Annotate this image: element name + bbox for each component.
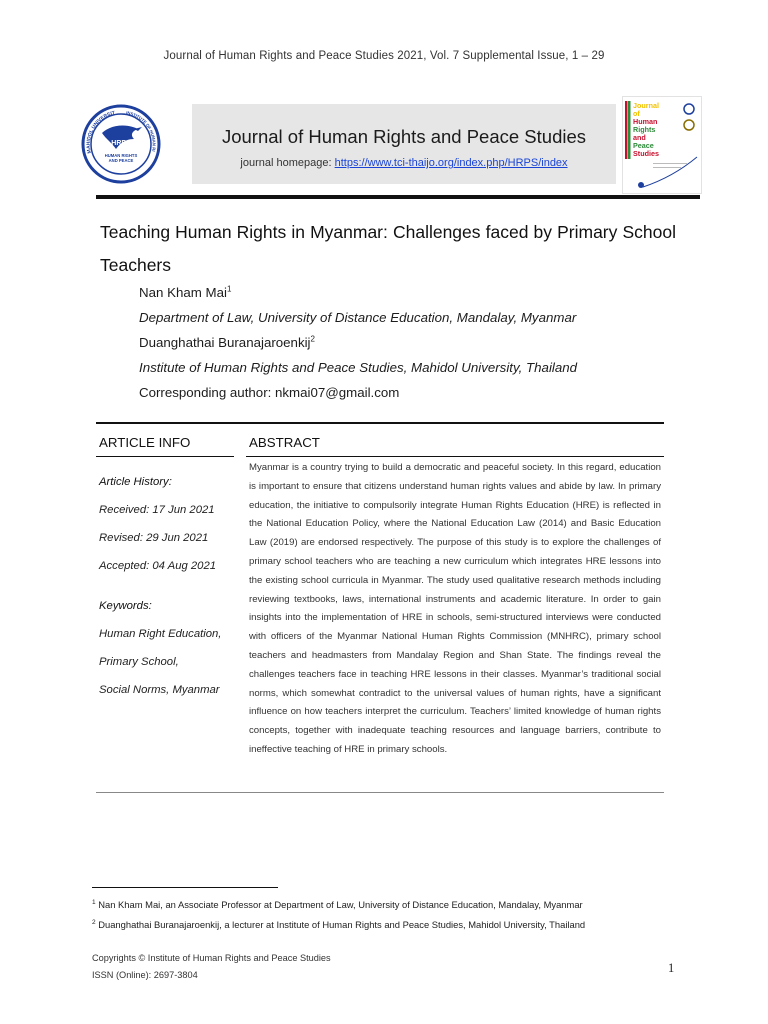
footnote-1-text: Nan Kham Mai, an Associate Professor at Department of Law, University of Distance Education, Mandalay, Myanmar	[98, 899, 583, 910]
article-info-column	[99, 474, 239, 710]
logo-hrps-text: HRPS	[111, 140, 131, 147]
affiliation-1: Department of Law, University of Distance Education, Mandalay, Myanmar	[139, 310, 577, 325]
corresponding-author: Corresponding author: nkmai07@gmail.com	[139, 385, 400, 400]
cover-title-line-2: of	[633, 109, 640, 118]
received-date: Received: 17 Jun 2021	[99, 504, 215, 516]
journal-homepage-line	[192, 157, 616, 169]
keyword-2: Primary School,	[99, 656, 179, 668]
revised-date: Revised: 29 Jun 2021	[99, 532, 209, 544]
journal-header-band	[192, 104, 616, 184]
author-1-name: Nan Kham Mai	[139, 285, 227, 300]
logo-ring-text-right: INSTITUTE OF HUMAN RI	[125, 110, 157, 153]
footnote-2-mark: 2	[92, 918, 96, 926]
cover-title-line-5: and	[633, 133, 646, 142]
footnote-2-text: Duanghathai Buranajaroenkij, a lecturer at Institute of Human Rights and Peace Studies, Mahidol University, Thailand	[98, 919, 586, 930]
cover-title-line-4: Rights	[633, 125, 656, 134]
header-rule	[96, 195, 700, 199]
homepage-label: journal homepage:	[240, 157, 332, 169]
author-1-footnote-mark: 1	[226, 284, 232, 294]
article-history-label: Article History:	[99, 476, 172, 488]
footnote-2	[92, 919, 692, 930]
keywords-label: Keywords:	[99, 600, 152, 612]
abstract-heading-rule	[246, 456, 664, 457]
page-number: 1	[668, 961, 675, 975]
author-1	[139, 285, 231, 300]
paper-title: Teaching Human Rights in Myanmar: Challenges faced by Primary School Teachers	[100, 222, 676, 275]
keyword-3: Social Norms, Myanmar	[99, 684, 220, 696]
author-2-name: Duanghathai Buranajaroenkij	[139, 335, 311, 350]
article-info-heading: ARTICLE INFO	[99, 435, 191, 450]
cover-title-line-6: Peace	[633, 141, 654, 150]
cover-title-line-1: Journal	[633, 101, 659, 110]
footnote-1	[92, 899, 692, 910]
footnote-rule	[92, 887, 278, 888]
logo-ring-text-left: MAHIDOL UNIVERSIT	[85, 110, 116, 154]
article-info-bottom-rule	[96, 792, 664, 793]
issn: ISSN (Online): 2697-3804	[92, 970, 198, 980]
cover-title-line-7: Studies	[633, 149, 659, 158]
author-2	[139, 335, 315, 350]
affiliation-2: Institute of Human Rights and Peace Studies, Mahidol University, Thailand	[139, 360, 578, 375]
running-head: Journal of Human Rights and Peace Studies 2021, Vol. 7 Supplemental Issue, 1 – 29	[163, 50, 605, 62]
journal-cover-icon	[622, 96, 702, 194]
author-2-footnote-mark: 2	[310, 334, 315, 344]
cover-title-line-3: Human	[633, 117, 658, 126]
abstract-body: Myanmar is a country trying to build a democratic and peaceful society. In this regard, education is important to ensure that citizens understand human rights values and abide by law. In primary education, the initiative to compulsorily integrate Human Rights Education (HRE) is reflected in the National Education Policy, where the National Education Law (2014) and Basic Education Law (2019) are endorsed respectively. The purpose of this study is to explore the challenges of primary school teachers who are teaching a new curriculum which integrates HRE lessons into the existing school curricula in Myanmar. The study used qualitative research methods including reviewing textbooks, laws, international instruments and academic literature. In order to gain insights into the implementation of HRE in schools, semi-structured interviews were conducted with officers of the Myanmar National Human Rights Commission (MNHRC), primary school teachers and headmasters from Mandalay Region and Shan State. The findings reveal the challenges teachers face in teaching HRE lessons in their classes. Myanmar’s traditional social norms, which somewhat contradict to the universal values of human rights, have a significant influence on how teachers interpret the curriculum. Teachers’ limited knowledge of human rights concepts, together with inadequate teaching resources and language barriers, contribute to ineffective teaching of HRE in primary schools.	[249, 462, 661, 755]
homepage-link[interactable]: https://www.tci-thaijo.org/index.php/HRPS/index	[334, 157, 568, 169]
accepted-date: Accepted: 04 Aug 2021	[99, 560, 217, 572]
article-info-heading-rule	[96, 456, 234, 457]
footnote-1-mark: 1	[92, 898, 96, 906]
abstract-heading: ABSTRACT	[249, 435, 320, 450]
institute-logo	[76, 103, 166, 185]
journal-title: Journal of Human Rights and Peace Studies	[221, 126, 587, 147]
logo-inner-text-1: HUMAN RIGHTS	[104, 153, 138, 158]
article-info-top-rule	[96, 422, 664, 424]
keyword-1: Human Right Education,	[99, 628, 222, 640]
copyright-notice: Copyrights © Institute of Human Rights and Peace Studies	[92, 953, 331, 963]
logo-inner-text-2: AND PEACE	[108, 158, 134, 163]
